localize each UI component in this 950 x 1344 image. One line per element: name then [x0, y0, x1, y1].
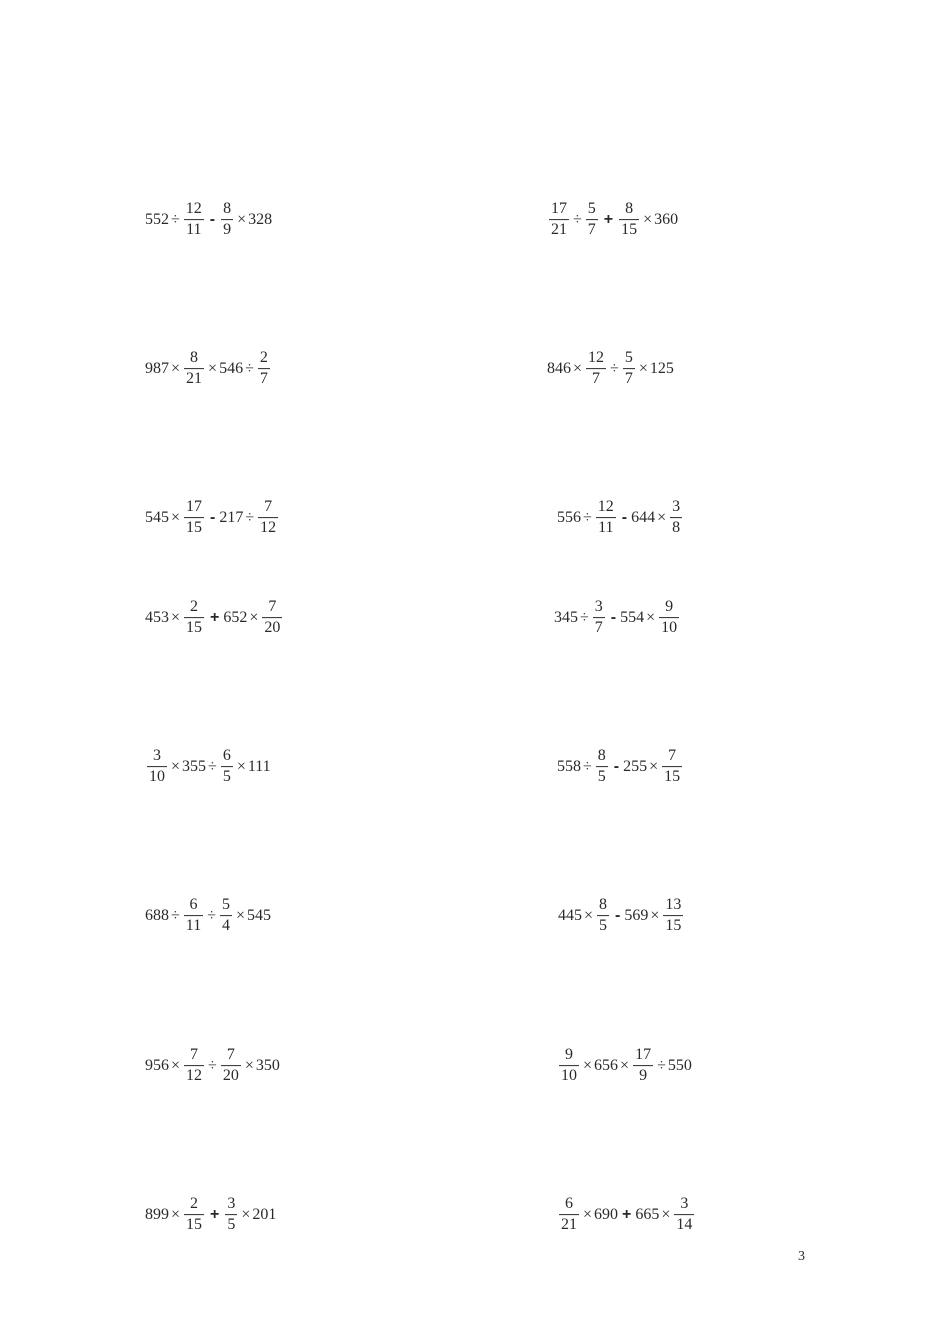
divide-sign: ÷: [573, 211, 582, 228]
denominator: 5: [597, 768, 606, 786]
fraction: [633, 1046, 653, 1086]
fraction-bar: [593, 618, 605, 619]
number: 546: [219, 360, 244, 377]
multiply-sign: ×: [573, 360, 583, 377]
denominator: 15: [186, 519, 203, 537]
numerator: 7: [226, 1046, 235, 1064]
number: 345: [554, 609, 578, 626]
fraction-bar: [225, 1215, 237, 1216]
fraction: [593, 598, 605, 638]
numerator: 6: [189, 896, 198, 914]
denominator: 15: [665, 917, 682, 935]
divide-sign: ÷: [245, 360, 254, 377]
fraction: [258, 498, 278, 538]
number: 987: [145, 360, 169, 377]
fraction-bar: [147, 767, 167, 768]
denominator: 5: [599, 917, 608, 935]
problem-p6: [557, 498, 684, 538]
multiply-sign: ×: [171, 1206, 181, 1223]
multiply-sign: ×: [649, 758, 659, 775]
fraction: [597, 896, 609, 936]
multiply-sign: ×: [583, 1057, 593, 1074]
fraction: [619, 200, 639, 240]
fraction: [559, 1046, 579, 1086]
denominator: 11: [185, 917, 202, 935]
numerator: 3: [672, 498, 681, 516]
number: 665: [635, 1206, 660, 1223]
numerator: 8: [223, 200, 232, 218]
denominator: 15: [621, 221, 638, 239]
minus-sign: -: [209, 211, 216, 228]
multiply-sign: ×: [584, 907, 594, 924]
number: 899: [145, 1206, 169, 1223]
minus-sign: -: [613, 758, 620, 775]
numerator: 12: [588, 349, 605, 367]
fraction-bar: [597, 916, 609, 917]
fraction-bar: [586, 220, 598, 221]
fraction-bar: [633, 1066, 653, 1067]
denominator: 5: [222, 768, 231, 786]
divide-sign: ÷: [171, 211, 180, 228]
fraction-bar: [662, 767, 682, 768]
denominator: 9: [639, 1067, 648, 1085]
fraction: [184, 200, 204, 240]
divide-sign: ÷: [580, 609, 589, 626]
numerator: 8: [597, 747, 606, 765]
denominator: 21: [186, 370, 203, 388]
fraction: [221, 747, 233, 787]
number: 125: [649, 360, 674, 377]
number: 453: [145, 609, 169, 626]
denominator: 11: [598, 519, 614, 537]
divide-sign: ÷: [610, 360, 619, 377]
denominator: 7: [624, 370, 633, 388]
numerator: 2: [190, 1195, 199, 1213]
fraction-bar: [670, 518, 682, 519]
denominator: 9: [223, 221, 232, 239]
multiply-sign: ×: [237, 211, 247, 228]
denominator: 7: [594, 619, 603, 637]
multiply-sign: ×: [646, 609, 656, 626]
fraction: [559, 1195, 579, 1235]
numerator: 5: [221, 896, 230, 914]
divide-sign: ÷: [171, 907, 180, 924]
divide-sign: ÷: [208, 1057, 217, 1074]
fraction-bar: [559, 1066, 579, 1067]
fraction-bar: [184, 618, 204, 619]
problem-p13: [145, 1046, 280, 1086]
multiply-sign: ×: [171, 758, 181, 775]
number: 360: [654, 211, 679, 228]
number: 688: [145, 907, 169, 924]
numerator: 6: [565, 1195, 573, 1213]
number: 652: [223, 609, 248, 626]
problem-p9: [145, 747, 271, 787]
numerator: 7: [668, 747, 677, 765]
numerator: 7: [190, 1046, 199, 1064]
fraction: [623, 349, 635, 389]
fraction-bar: [221, 767, 233, 768]
fraction-bar: [586, 369, 606, 370]
minus-sign: -: [621, 509, 628, 526]
numerator: 17: [551, 200, 567, 218]
denominator: 7: [587, 221, 596, 239]
number: 445: [558, 907, 582, 924]
numerator: 13: [665, 896, 682, 914]
numerator: 2: [190, 598, 199, 616]
plus-sign: +: [622, 1206, 632, 1223]
denominator: 20: [264, 619, 281, 637]
fraction: [147, 747, 167, 787]
problem-p8: [554, 598, 681, 638]
numerator: 5: [624, 349, 633, 367]
fraction: [663, 896, 683, 936]
denominator: 15: [186, 1216, 203, 1234]
fraction: [662, 747, 682, 787]
fraction: [225, 1195, 237, 1235]
numerator: 3: [153, 747, 161, 765]
fraction: [549, 200, 569, 240]
problem-p7: [145, 598, 284, 638]
denominator: 4: [221, 917, 230, 935]
fraction: [184, 896, 203, 936]
numerator: 8: [190, 349, 199, 367]
numerator: 3: [227, 1195, 236, 1213]
numerator: 12: [185, 200, 202, 218]
denominator: 11: [186, 221, 202, 239]
minus-sign: -: [210, 509, 216, 526]
fraction-bar: [549, 220, 569, 221]
denominator: 21: [561, 1216, 577, 1234]
multiply-sign: ×: [171, 609, 181, 626]
divide-sign: ÷: [583, 758, 592, 775]
problem-p5: [145, 498, 280, 538]
numerator: 6: [222, 747, 231, 765]
problem-p3: [145, 349, 272, 389]
number: 558: [557, 758, 581, 775]
fraction: [221, 200, 233, 240]
denominator: 20: [222, 1067, 239, 1085]
fraction-bar: [258, 518, 278, 519]
fraction-bar: [220, 916, 232, 917]
number: 569: [624, 907, 649, 924]
multiply-sign: ×: [171, 509, 181, 526]
number: 956: [145, 1057, 169, 1074]
number: 217: [219, 509, 244, 526]
denominator: 10: [661, 619, 678, 637]
denominator: 7: [259, 370, 268, 388]
multiply-sign: ×: [249, 609, 259, 626]
numerator: 7: [264, 498, 273, 516]
problem-p14: [557, 1046, 692, 1086]
number: 201: [252, 1206, 277, 1223]
divide-sign: ÷: [207, 907, 216, 924]
multiply-sign: ×: [620, 1057, 630, 1074]
fraction: [262, 598, 282, 638]
number: 545: [247, 907, 271, 924]
number: 355: [182, 758, 207, 775]
multiply-sign: ×: [244, 1057, 254, 1074]
fraction: [596, 498, 616, 538]
multiply-sign: ×: [661, 1206, 671, 1223]
denominator: 12: [186, 1067, 203, 1085]
plus-sign: +: [603, 211, 614, 228]
fraction: [596, 747, 608, 787]
numerator: 8: [599, 896, 608, 914]
fraction-bar: [262, 618, 282, 619]
numerator: 17: [186, 498, 203, 516]
denominator: 15: [186, 619, 203, 637]
fraction: [586, 200, 598, 240]
number: 350: [255, 1057, 280, 1074]
fraction-bar: [663, 916, 683, 917]
fraction-bar: [221, 220, 233, 221]
number: 328: [248, 211, 273, 228]
fraction-bar: [184, 518, 204, 519]
denominator: 10: [149, 768, 165, 786]
multiply-sign: ×: [236, 758, 246, 775]
number: 550: [667, 1057, 692, 1074]
number: 545: [145, 509, 169, 526]
multiply-sign: ×: [657, 509, 667, 526]
problem-p12: [558, 896, 685, 936]
numerator: 9: [665, 598, 674, 616]
numerator: 17: [635, 1046, 652, 1064]
denominator: 14: [676, 1216, 693, 1234]
number: 111: [247, 758, 271, 775]
multiply-sign: ×: [643, 211, 653, 228]
minus-sign: -: [615, 907, 621, 924]
denominator: 10: [561, 1067, 577, 1085]
plus-sign: +: [210, 1206, 220, 1223]
multiply-sign: ×: [241, 1206, 251, 1223]
multiply-sign: ×: [235, 907, 245, 924]
multiply-sign: ×: [650, 907, 660, 924]
fraction-bar: [596, 518, 616, 519]
denominator: 15: [664, 768, 681, 786]
fraction: [221, 1046, 241, 1086]
fraction: [586, 349, 606, 389]
numerator: 3: [680, 1195, 689, 1213]
number: 846: [547, 360, 571, 377]
divide-sign: ÷: [245, 509, 255, 526]
denominator: 8: [672, 519, 681, 537]
multiply-sign: ×: [171, 1057, 181, 1074]
number: 552: [145, 211, 169, 228]
numerator: 7: [268, 598, 277, 616]
divide-sign: ÷: [657, 1057, 666, 1074]
numerator: 3: [594, 598, 603, 616]
problem-p11: [145, 896, 271, 936]
denominator: 21: [551, 221, 567, 239]
multiply-sign: ×: [638, 360, 648, 377]
fraction-bar: [674, 1215, 694, 1216]
denominator: 5: [227, 1216, 236, 1234]
number: 255: [623, 758, 648, 775]
multiply-sign: ×: [208, 360, 218, 377]
fraction: [184, 1046, 204, 1086]
denominator: 12: [260, 519, 277, 537]
problem-p4: [547, 349, 674, 389]
fraction-bar: [596, 767, 608, 768]
fraction: [184, 349, 204, 389]
denominator: 7: [592, 370, 601, 388]
number: 656: [594, 1057, 619, 1074]
numerator: 8: [625, 200, 634, 218]
numerator: 5: [587, 200, 596, 218]
number: 690: [594, 1206, 619, 1223]
fraction-bar: [184, 369, 204, 370]
fraction-bar: [221, 1066, 241, 1067]
minus-sign: -: [610, 609, 617, 626]
problem-p15: [145, 1195, 276, 1235]
multiply-sign: ×: [171, 360, 181, 377]
numerator: 2: [259, 349, 268, 367]
plus-sign: +: [210, 609, 220, 626]
fraction: [184, 598, 204, 638]
problem-p16: [557, 1195, 696, 1235]
fraction-bar: [659, 618, 679, 619]
number: 556: [557, 509, 581, 526]
fraction-bar: [184, 220, 204, 221]
fraction: [184, 1195, 204, 1235]
multiply-sign: ×: [583, 1206, 593, 1223]
fraction: [184, 498, 204, 538]
numerator: 12: [597, 498, 614, 516]
fraction-bar: [184, 916, 203, 917]
numerator: 9: [565, 1046, 573, 1064]
fraction-bar: [184, 1215, 204, 1216]
divide-sign: ÷: [583, 509, 592, 526]
fraction-bar: [184, 1066, 204, 1067]
fraction: [670, 498, 682, 538]
page-number: 3: [798, 1249, 805, 1264]
problem-p2: [547, 200, 678, 240]
problem-p10: [557, 747, 684, 787]
number: 644: [631, 509, 656, 526]
number: 554: [620, 609, 645, 626]
fraction: [659, 598, 679, 638]
fraction: [258, 349, 270, 389]
problem-p1: [145, 200, 272, 240]
divide-sign: ÷: [208, 758, 217, 775]
fraction: [220, 896, 232, 936]
fraction-bar: [623, 369, 635, 370]
fraction-bar: [559, 1215, 579, 1216]
fraction-bar: [258, 369, 270, 370]
fraction: [674, 1195, 694, 1235]
fraction-bar: [619, 220, 639, 221]
